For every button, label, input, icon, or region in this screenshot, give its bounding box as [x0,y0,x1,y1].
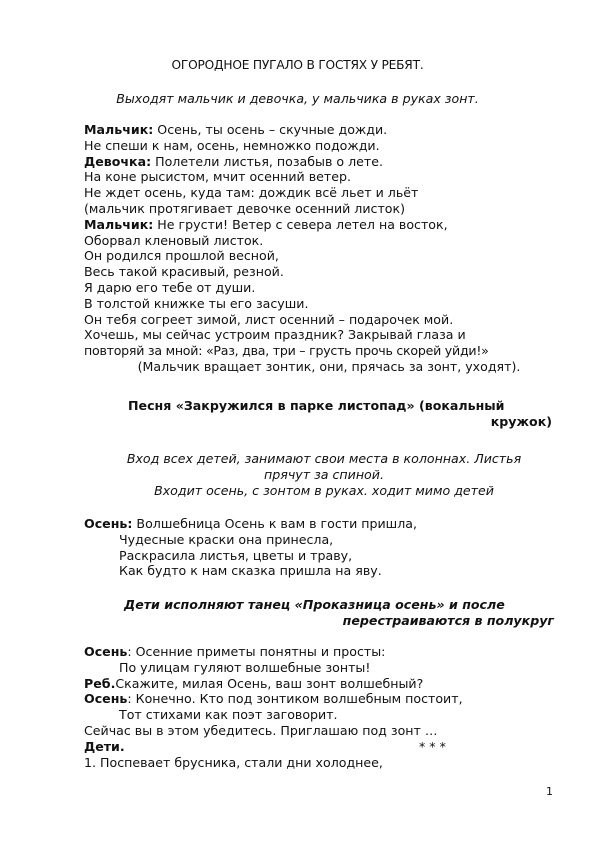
speaker-label: Дети. [84,738,125,754]
direction-line: перестраиваются в полукруг [342,612,554,628]
stage-direction-intro: Выходят мальчик и девочка, у мальчика в руках зонт. [116,91,479,106]
scene-2-dialogue [84,644,564,770]
autumn-speech [84,516,564,579]
direction-line: Дети исполняют танец «Проказница осень» и после [124,597,505,612]
dialogue-line [84,296,564,312]
verse-line: По улицам гуляют волшебные зонты! [119,659,371,675]
speaker-label: Реб. [84,675,116,691]
line-text: Скажите, милая Осень, ваш зонт волшебный? [115,675,424,691]
song-announcement [128,398,552,430]
dialogue-line [84,169,564,185]
dialogue-line [84,327,564,343]
line-text: Не ждет осень, куда там: дождик всё льет и льёт [84,185,419,201]
dialogue-line [84,201,564,217]
line-text: Оборвал кленовый листок. [84,232,264,248]
scene-1-dialogue [84,122,564,375]
line-text: : Конечно. Кто под зонтиком волшебным постоит, [127,691,463,707]
line-text: Он родился прошлой весной, [84,248,279,264]
dance-direction [124,597,554,629]
dialogue-line [84,233,564,249]
dialogue-line [84,154,564,170]
line-text: Волшебница Осень к вам в гости пришла, [132,516,417,531]
page-title: ОГОРОДНОЕ ПУГАЛО В ГОСТЯХ У РЕБЯТ. [171,58,424,72]
line-text: (мальчик протягивает девочке осенний листок) [84,200,406,216]
entrance-direction [84,451,564,498]
stage-direction-exit: (Мальчик вращает зонтик, они, прячась за зонт, уходят). [137,358,521,374]
dialogue-line [84,248,564,264]
speaker-label: Осень: [84,516,133,531]
section-stars: * * * [419,738,446,754]
line-text: : Осенние приметы понятны и просты: [127,644,386,659]
line-text: Я дарю его тебе от души. [84,279,256,295]
dialogue-line [84,343,564,359]
direction-line: прячут за спиной. [264,466,384,482]
speaker-label: Мальчик: [84,216,154,232]
dialogue-line [84,122,564,138]
line-text: Хочешь, мы сейчас устроим праздник? Закрывай глаза и [84,327,466,343]
line-text: Полетели листья, позабыв о лете. [151,153,383,169]
page-number: 1 [546,785,553,798]
verse-line: Раскрасила листья, цветы и траву, [119,547,353,563]
dialogue-line [84,138,564,154]
line-text: Осень, ты осень – скучные дожди. [153,122,388,137]
line-text: повторяй за мной: «Раз, два, три – грусть прочь скорей уйди!» [84,343,489,359]
dialogue-line [84,185,564,201]
dialogue-line: Сейчас вы в этом убедитесь. Приглашаю под зонт … [84,722,438,738]
direction-line: Вход всех детей, занимают свои места в колоннах. Листья [126,451,522,466]
speaker-label: Мальчик: [84,122,154,137]
song-title-line: Песня «Закружился в парке листопад» (вокальный [128,398,505,413]
line-text: Не спеши к нам, осень, немножко подожди. [84,137,380,153]
verse-line: Тот стихами как поэт заговорит. [119,707,338,723]
line-text: Весь такой красивый, резной. [84,264,284,280]
dialogue-line [84,217,564,233]
verse-line: Чудесные краски она принесла, [119,531,334,547]
dialogue-line [84,280,564,296]
speaker-label: Осень [84,691,128,707]
dialogue-line [84,691,564,707]
line-text: Не грусти! Ветер с севера летел на восток, [153,216,448,232]
direction-line: Входит осень, с зонтом в руках. ходит мимо детей [154,482,494,498]
kids-heading [84,739,564,755]
dialogue-line [84,516,564,532]
speaker-label: Осень [84,644,128,659]
line-text: Он тебя согреет зимой, лист осенний – подарочек мой. [84,311,454,327]
dialogue-line [84,644,564,660]
verse-line: Как будто к нам сказка пришла на яву. [119,563,382,579]
dialogue-line [84,676,564,692]
speaker-label: Девочка: [84,153,152,169]
line-text: В толстой книжке ты его засуши. [84,295,309,311]
line-text: На коне рысистом, мчит осенний ветер. [84,169,351,185]
poem-line: 1. Поспевает брусника, стали дни холоднее, [84,754,383,770]
dialogue-line [84,312,564,328]
dialogue-line [84,264,564,280]
song-title-line-2: кружок) [490,413,552,429]
